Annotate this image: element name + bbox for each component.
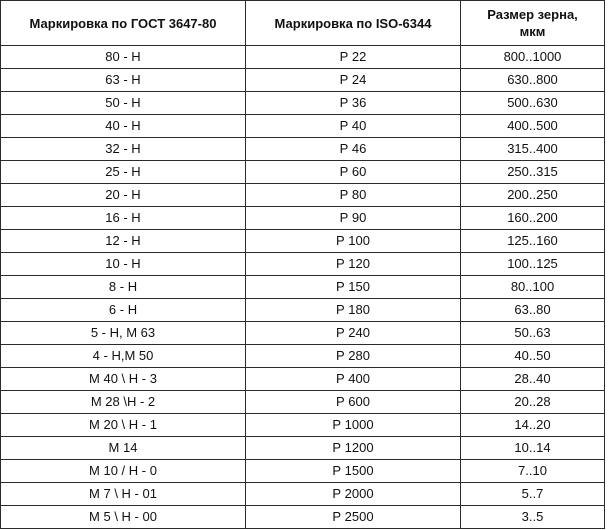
cell-grain: 630..800 [461,69,605,92]
table-row [1,483,605,506]
cell-grain: 50..63 [461,322,605,345]
cell-gost: 32 - Н [1,138,246,161]
cell-gost: 63 - Н [1,69,246,92]
cell-grain: 315..400 [461,138,605,161]
table-row [1,322,605,345]
cell-iso: Р 40 [246,115,461,138]
cell-gost: М 28 \Н - 2 [1,391,246,414]
cell-gost: 8 - Н [1,276,246,299]
cell-iso: Р 120 [246,253,461,276]
table-row [1,46,605,69]
table-row [1,207,605,230]
cell-iso: Р 400 [246,368,461,391]
cell-grain: 400..500 [461,115,605,138]
cell-iso: Р 180 [246,299,461,322]
table-row [1,230,605,253]
table-row [1,92,605,115]
table-row [1,414,605,437]
cell-iso: Р 240 [246,322,461,345]
cell-gost: М 5 \ Н - 00 [1,506,246,529]
cell-gost: 80 - Н [1,46,246,69]
cell-gost: 20 - Н [1,184,246,207]
cell-gost: М 40 \ Н - 3 [1,368,246,391]
table-row [1,460,605,483]
cell-iso: Р 280 [246,345,461,368]
cell-gost: 12 - Н [1,230,246,253]
cell-iso: Р 22 [246,46,461,69]
cell-grain: 7..10 [461,460,605,483]
cell-gost: М 20 \ Н - 1 [1,414,246,437]
cell-iso: Р 90 [246,207,461,230]
cell-iso: Р 2000 [246,483,461,506]
table-row [1,138,605,161]
cell-gost: 6 - Н [1,299,246,322]
cell-iso: Р 600 [246,391,461,414]
cell-gost: 25 - Н [1,161,246,184]
cell-iso: Р 1200 [246,437,461,460]
cell-gost: М 10 / Н - 0 [1,460,246,483]
table-row [1,299,605,322]
table-row [1,391,605,414]
cell-grain: 160..200 [461,207,605,230]
table-row [1,184,605,207]
cell-grain: 200..250 [461,184,605,207]
cell-iso: Р 2500 [246,506,461,529]
table-row [1,345,605,368]
cell-iso: Р 36 [246,92,461,115]
cell-gost: М 14 [1,437,246,460]
cell-iso: Р 46 [246,138,461,161]
cell-grain: 100..125 [461,253,605,276]
cell-grain: 40..50 [461,345,605,368]
table-body [1,46,605,529]
header-gost: Маркировка по ГОСТ 3647-80 [1,1,246,46]
cell-grain: 250..315 [461,161,605,184]
table-row [1,506,605,529]
header-grain-size [461,1,605,46]
cell-gost: 5 - Н, М 63 [1,322,246,345]
cell-gost: 16 - Н [1,207,246,230]
cell-iso: Р 150 [246,276,461,299]
cell-grain: 28..40 [461,368,605,391]
cell-iso: Р 80 [246,184,461,207]
cell-grain: 10..14 [461,437,605,460]
cell-grain: 800..1000 [461,46,605,69]
header-iso: Маркировка по ISO-6344 [246,1,461,46]
table-row [1,368,605,391]
table-row [1,161,605,184]
cell-grain: 5..7 [461,483,605,506]
cell-gost: 10 - Н [1,253,246,276]
cell-iso: Р 24 [246,69,461,92]
table-row [1,253,605,276]
cell-grain: 20..28 [461,391,605,414]
cell-grain: 500..630 [461,92,605,115]
cell-iso: Р 100 [246,230,461,253]
cell-grain: 14..20 [461,414,605,437]
cell-gost: 4 - Н,М 50 [1,345,246,368]
cell-grain: 3..5 [461,506,605,529]
cell-iso: Р 60 [246,161,461,184]
table-row [1,69,605,92]
table-row [1,276,605,299]
header-grain-size-line1: Размер зерна, [487,7,578,22]
table-row [1,115,605,138]
cell-grain: 63..80 [461,299,605,322]
cell-gost: 50 - Н [1,92,246,115]
header-row [1,1,605,46]
cell-iso: Р 1000 [246,414,461,437]
header-grain-size-line2: мкм [519,24,546,39]
table-row [1,437,605,460]
cell-grain: 80..100 [461,276,605,299]
cell-gost: 40 - Н [1,115,246,138]
table-header [1,1,605,46]
cell-gost: М 7 \ Н - 01 [1,483,246,506]
cell-iso: Р 1500 [246,460,461,483]
cell-grain: 125..160 [461,230,605,253]
